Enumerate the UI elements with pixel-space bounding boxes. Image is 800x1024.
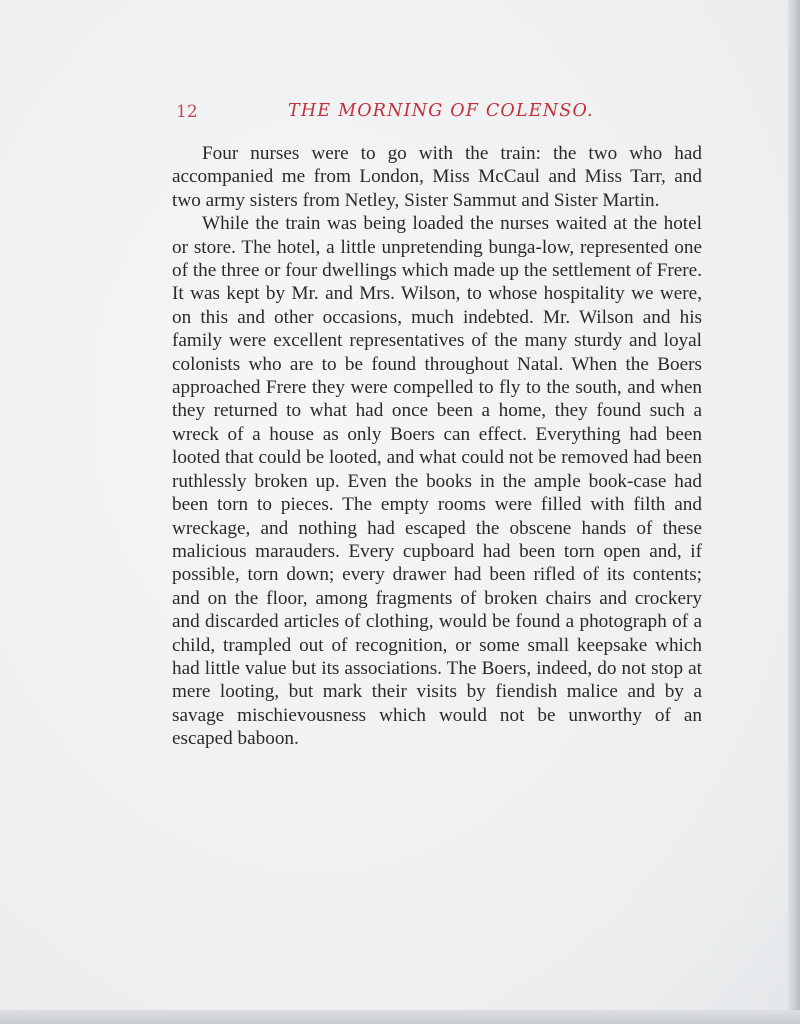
paragraph: Four nurses were to go with the train: the two who had accompanied me from London, Miss McCaul and Miss Tarr, and two army sisters from Netley, Sister Sammut and Sister Martin. [172, 143, 702, 211]
page-edge-bottom [0, 1010, 800, 1024]
body-text [172, 142, 702, 751]
page-number: 12 [176, 102, 198, 122]
paragraph: While the train was being loaded the nurses waited at the hotel or store. The hotel, a little unpretending bunga-low, represented one of the three or four dwellings which made up the settlement of Frere. It was kept by Mr. and Mrs. Wilson, to whose hospitality we were, on this and other occasions, much indebted. Mr. Wilson and his family were excellent representatives of the many sturdy and loyal colonists who are to be found throughout Natal. When the Boers approached Frere they were compelled to fly to the south, and when they returned to what had once been a home, they found such a wreck of a house as only Boers can effect. Everything had been looted that could be looted, and what could not be removed had been ruthlessly broken up. Even the books in the ample book-case had been torn to pieces. The empty rooms were filled with filth and wreckage, and nothing had escaped the obscene hands of these malicious marauders. Every cupboard had been torn open and, if possible, torn down; every drawer had been rifled of its contents; and on the floor, among fragments of broken chairs and crockery and discarded articles of clothing, would be found a photograph of a child, trampled out of recognition, or some small keepsake which had little value but its associations. The Boers, indeed, do not stop at mere looting, but mark their visits by fiendish malice and by a savage mischievousness which would not be unworthy of an escaped baboon. [172, 213, 702, 750]
running-title: THE MORNING OF COLENSO. [288, 101, 594, 121]
page-header [0, 96, 790, 128]
page-edge-right [788, 0, 800, 1024]
